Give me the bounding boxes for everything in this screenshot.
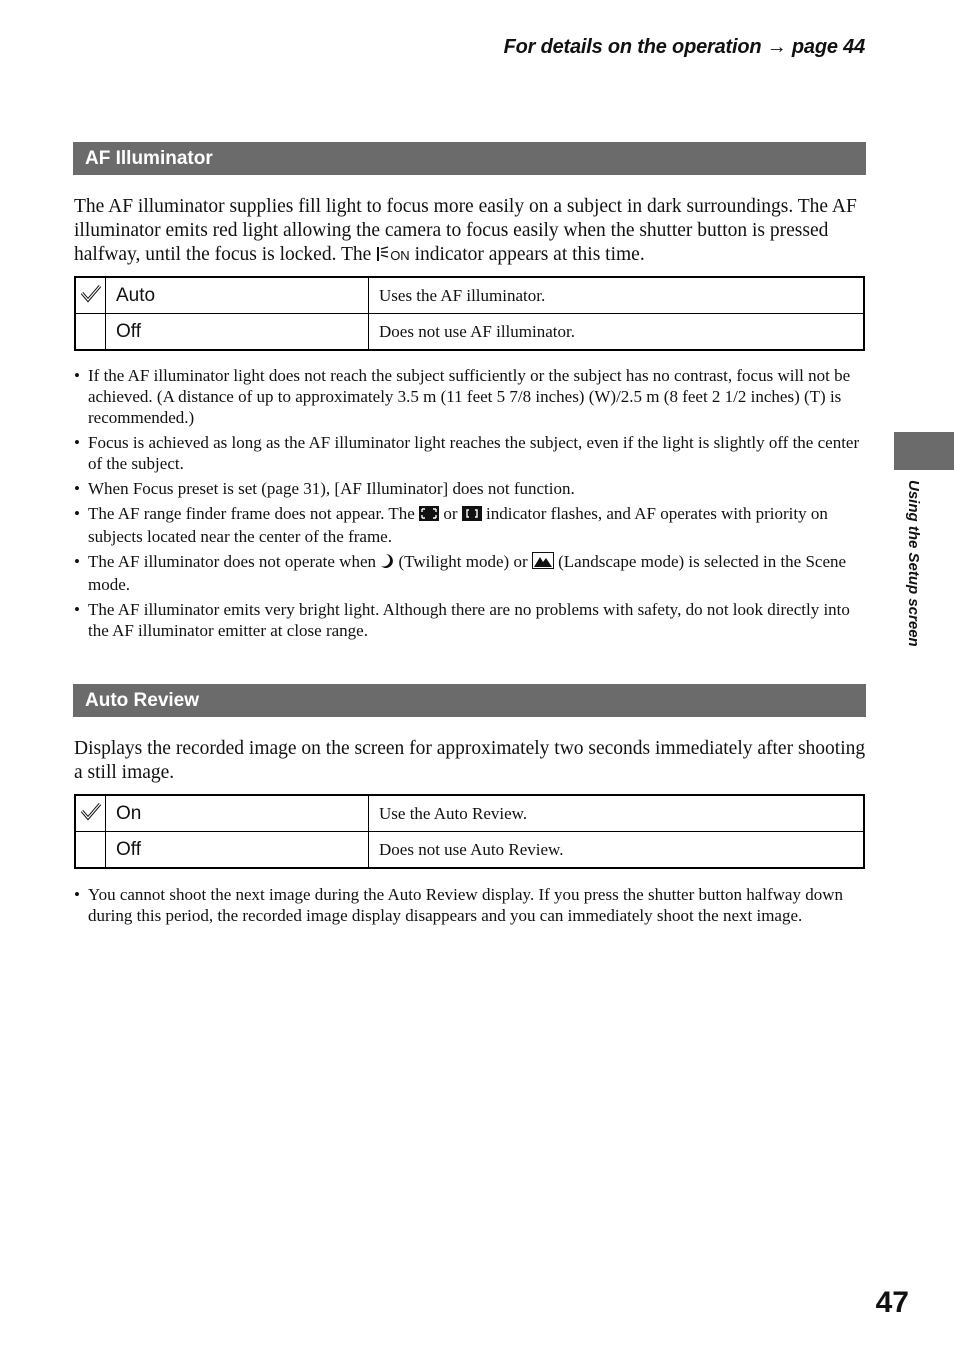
review-options-table <box>74 794 865 869</box>
table-row <box>75 314 864 351</box>
check-icon <box>80 801 102 821</box>
page-number: 47 <box>875 1286 909 1319</box>
list-item: • Focus is achieved as long as the AF illuminator light reaches the subject, even if the light is slightly off the center of the subject. <box>74 432 864 474</box>
section-title-af-illuminator: AF Illuminator <box>73 142 866 175</box>
note-text: (Twilight mode) or <box>398 552 528 571</box>
side-tab-label: Using the Setup screen <box>905 480 922 647</box>
default-marker-cell <box>75 832 106 869</box>
af-illuminator-icon <box>376 245 390 269</box>
option-label: Auto <box>106 277 369 314</box>
arrow-icon: → <box>766 36 787 58</box>
af-range-wide-icon <box>419 505 439 526</box>
review-notes-list <box>74 884 864 930</box>
page-reference <box>504 36 865 59</box>
twilight-moon-icon <box>380 553 394 574</box>
table-row <box>75 277 864 314</box>
landscape-mountain-icon <box>532 552 554 574</box>
note-text: (Landscape mode) is selected in the Scene mode. <box>88 552 847 594</box>
af-intro-text-2: indicator appears at this time. <box>414 244 645 265</box>
list-item: • The AF illuminator emits very bright light. Although there are no problems with safety, do not look directly into the AF illuminator emitter at close range. <box>74 599 864 641</box>
note-text: The AF illuminator does not operate when <box>88 552 376 571</box>
af-intro-text-1: The AF illuminator supplies fill light to focus more easily on a subject in dark surroundings. The AF illuminator emits red light allowing the camera to focus easily when the shutter button is pressed halfway, until the focus is locked. The <box>74 196 857 265</box>
option-description: Does not use Auto Review. <box>369 832 865 869</box>
af-range-center-icon <box>462 505 482 526</box>
default-marker-cell <box>75 314 106 351</box>
note-text: The AF range finder frame does not appear. The <box>88 504 415 523</box>
table-row <box>75 795 864 832</box>
section-title-auto-review: Auto Review <box>73 684 866 717</box>
option-description: Use the Auto Review. <box>369 795 865 832</box>
option-description: Uses the AF illuminator. <box>369 277 865 314</box>
option-label: Off <box>106 832 369 869</box>
default-marker-cell <box>75 277 106 314</box>
note-text: or <box>443 504 458 523</box>
side-tab-marker <box>894 432 954 470</box>
check-icon <box>80 283 102 303</box>
list-item: • If the AF illuminator light does not reach the subject sufficiently or the subject has no contrast, focus will not be achieved. (A distance of up to approximately 3.5 m (11 feet 5 7/8 inches) (W)/2.5 m (8 feet 2 1/2 inches) (T) is recommended.) <box>74 365 864 428</box>
option-description: Does not use AF illuminator. <box>369 314 865 351</box>
af-intro <box>74 195 866 269</box>
review-intro: Displays the recorded image on the screen for approximately two seconds immediately after shooting a still image. <box>74 738 866 783</box>
page-reference-page: page 44 <box>791 36 865 58</box>
af-notes-list <box>74 365 864 645</box>
table-row <box>75 832 864 869</box>
af-options-table <box>74 276 865 351</box>
list-item: • When Focus preset is set (page 31), [AF Illuminator] does not function. <box>74 478 864 499</box>
af-illuminator-icon-label: ON <box>390 248 410 263</box>
list-item: • You cannot shoot the next image during the Auto Review display. If you press the shutter button halfway down during this period, the recorded image display disappears and you can immediately shoot the next image. <box>74 884 864 926</box>
page-reference-text: For details on the operation <box>503 36 762 58</box>
option-label: On <box>106 795 369 832</box>
option-label: Off <box>106 314 369 351</box>
note-text: indicator flashes, and AF operates with priority on subjects located near the center of the frame. <box>88 504 828 546</box>
list-item <box>74 551 864 595</box>
default-marker-cell <box>75 795 106 832</box>
list-item <box>74 503 864 547</box>
